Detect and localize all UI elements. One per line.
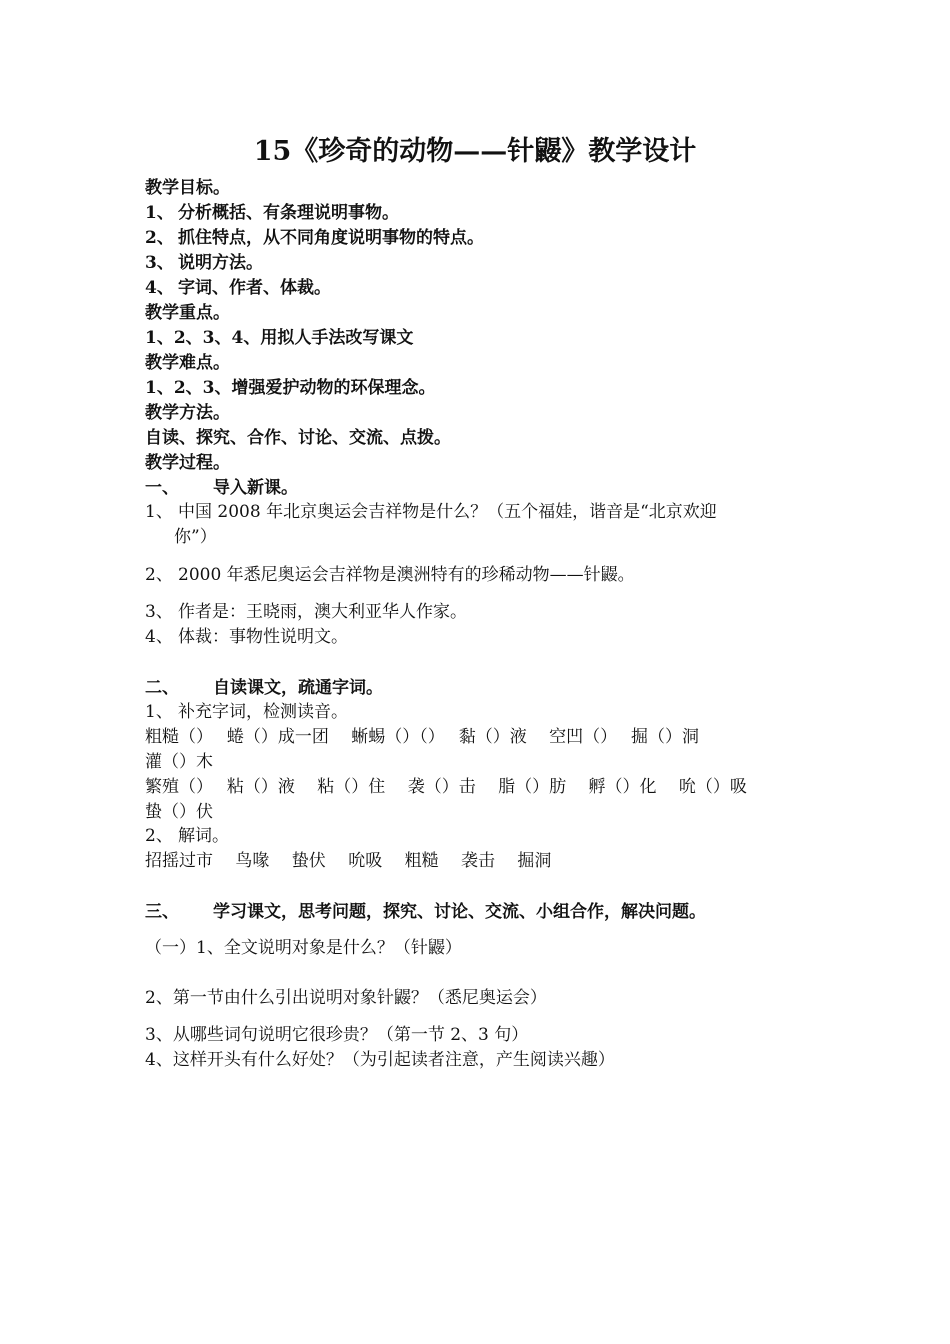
goal-item	[145, 251, 263, 275]
goal-text: 抓住特点，从不同角度说明事物的特点。	[178, 228, 484, 248]
methods-heading: 教学方法。	[145, 403, 230, 423]
goal-num: 1、	[145, 203, 174, 223]
goal-item	[145, 201, 399, 225]
goal-num: 2、	[145, 228, 174, 248]
section1-title: 导入新课。	[213, 478, 298, 498]
sub-num: 1、	[145, 702, 173, 722]
methods-text: 自读、探究、合作、讨论、交流、点拨。	[145, 428, 451, 448]
section2-title: 自读课文，疏通字词。	[213, 678, 383, 698]
sub-num: 2、	[145, 826, 173, 846]
goal-item	[145, 276, 331, 300]
item-text: 2000 年悉尼奥运会吉祥物是澳洲特有的珍稀动物——针鼹。	[178, 565, 635, 585]
words-line: 粗糙（） 蜷（）成一团 蜥蜴（）（） 黏（）液 空凹（） 掘（）洞	[145, 727, 700, 747]
difficulties-heading: 教学难点。	[145, 353, 230, 373]
section1-item	[145, 625, 348, 649]
item-num: 4、	[145, 627, 173, 647]
goal-num: 3、	[145, 253, 174, 273]
section2-sub	[145, 824, 229, 848]
section1-item-continuation: 你”）	[174, 527, 217, 547]
section3-title: 学习课文，思考问题，探究、讨论、交流、小组合作，解决问题。	[213, 902, 706, 922]
section2-heading	[145, 676, 383, 700]
difficulties-text: 1、2、3、增强爱护动物的环保理念。	[145, 378, 436, 398]
goal-text: 字词、作者、体裁。	[178, 278, 331, 298]
item-num: 2、	[145, 565, 173, 585]
goal-text: 说明方法。	[178, 253, 263, 273]
words-line: 灌（）木	[145, 752, 213, 772]
words-line: 繁殖（） 粘（）液 粘（）住 袭（）击 脂（）肪 孵（）化 吮（）吸	[145, 777, 747, 797]
section2-sub	[145, 700, 348, 724]
section1-num: 一、	[145, 478, 179, 498]
item-text: 作者是：王晓雨，澳大利亚华人作家。	[178, 602, 467, 622]
item-num: 3、	[145, 602, 173, 622]
question: （一）1、全文说明对象是什么？（针鼹）	[145, 938, 462, 958]
document-title: 15《珍奇的动物——针鼹》教学设计	[253, 136, 697, 167]
section1-item	[145, 563, 635, 587]
goal-num: 4、	[145, 278, 174, 298]
section1-item	[145, 500, 717, 524]
sub-text: 补充字词，检测读音。	[178, 702, 348, 722]
section2-num: 二、	[145, 678, 179, 698]
section3-num: 三、	[145, 902, 179, 922]
terms-line: 招摇过市 鸟喙 蛰伏 吮吸 粗糙 袭击 掘洞	[145, 851, 552, 871]
key-points-heading: 教学重点。	[145, 303, 230, 323]
item-num: 1、	[145, 502, 173, 522]
section1-item	[145, 600, 467, 624]
sub-text: 解词。	[178, 826, 229, 846]
process-heading: 教学过程。	[145, 453, 230, 473]
section1-heading	[145, 476, 298, 500]
goal-text: 分析概括、有条理说明事物。	[178, 203, 399, 223]
item-text: 体裁：事物性说明文。	[178, 627, 348, 647]
question: 2、第一节由什么引出说明对象针鼹？（悉尼奥运会）	[145, 988, 547, 1008]
key-points-text: 1、2、3、4、用拟人手法改写课文	[145, 328, 414, 348]
words-line: 蛰（）伏	[145, 802, 213, 822]
goal-item	[145, 226, 484, 250]
item-text: 中国 2008 年北京奥运会吉祥物是什么？（五个福娃，谐音是“北京欢迎	[178, 502, 717, 522]
question: 4、这样开头有什么好处？（为引起读者注意，产生阅读兴趣）	[145, 1050, 615, 1070]
section3-heading	[145, 900, 706, 924]
goals-heading: 教学目标。	[145, 178, 230, 198]
question: 3、从哪些词句说明它很珍贵？（第一节 2、3 句）	[145, 1025, 529, 1045]
